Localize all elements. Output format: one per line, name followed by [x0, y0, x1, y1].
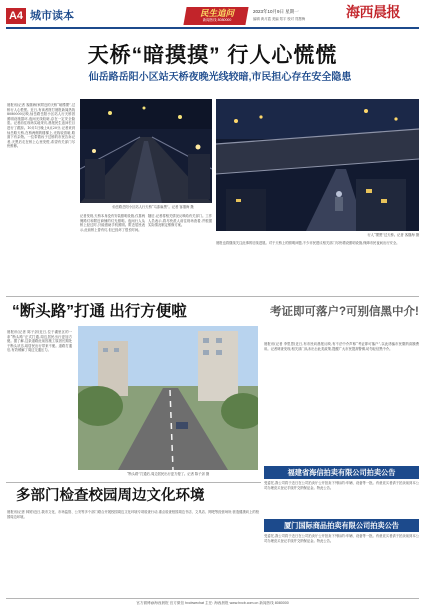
photo1-caption: 仙岳路岳阳小区站人行天桥“乌漆麻黑”。记者 客继海 摄	[112, 205, 194, 209]
auction-ad-1-body: 受委托,我公司将于近日在公司拍卖厅公开拍卖下列标的:车辆、设备等一批。有意竞买者请于拍卖前到本公司办理竞买登记手续并交纳保证金。特此公告。	[264, 481, 419, 490]
story3-body: 晨报讯(记者 李思思)近日,有市民向晨报反映,有不法中介声称“考证即可落户”,以此诱骗市民缴纳高额费用。记者调查发现,相关部门从未出台此类政策,提醒广大市民提高警惕,切勿轻信黑中介。	[264, 342, 419, 351]
footer-rule	[6, 598, 419, 599]
bridge-night-photo-1	[80, 99, 212, 203]
section-divider	[6, 296, 419, 297]
editors-line: 编辑 黄月霞 美编 郑宇 校对 郑慧梅	[253, 17, 306, 21]
road-photo-caption: “断头路”打通后,周边居民出行更方便了。记者 陈子剑 摄	[126, 472, 210, 476]
road-photo	[78, 326, 258, 470]
section-divider-2	[6, 482, 261, 483]
story1-body-col2: 记者发现,天桥本身没有安装照明设施,仅靠两侧路灯和附近商铺的灯光照明。夜间行人从桥上经过时,只能借助手机照明。附近居民表示,此前桥上曾有灯,但已经坏了很长时间。	[80, 214, 145, 232]
auction-ad-2-body: 受委托,我公司将于近日在公司拍卖厅公开拍卖下列标的:车辆、设备等一批。有意竞买者请于拍卖前到本公司办理竞买登记手续并交纳保证金。特此公告。	[264, 534, 419, 543]
page-number: A4	[6, 8, 26, 24]
auction-ad-1-title: 福建省海信拍卖有限公司拍卖公告	[264, 466, 419, 479]
newspaper-logo: 海西晨报	[346, 6, 400, 21]
story1-body-col4: 晨报也将继续关注此事的后续进展。对于天桥上的照明问题,不少市民建议相关部门尽快增设照明设施,保障市民夜间出行安全。	[216, 241, 400, 245]
story1-headline: 天桥“暗摸摸” 行人心慌慌	[87, 44, 338, 67]
story1-subhead: 仙岳路岳阳小区站天桥夜晚光线较暗,市民担心存在安全隐患	[88, 72, 352, 83]
column-tag: 民生追问	[199, 8, 234, 18]
story1-body-col1: 晨报讯(记者 客继海)家附近的天桥“暗摸摸”,过桥行人心慌慌。近日,有读者拨打晨报新闻热线8080000反映,仙岳路岳阳小区站人行天桥因照明设施损坏,夜间光线较暗,存在一定安全隐患。记者前往现场实地采访,晨报民生追问栏目进行了跟踪。10月1日晚上8点20分,记者来到仙岳路天桥,在桥两侧的楼梯上,光线较昏暗,路面下有杂物。一位带着孩子过桥的市民告诉记者,天黑后走在桥上心里发慌,希望有关部门尽快维修。	[7, 103, 75, 149]
story3-headline: 考证即可落户?可别信黑中介!	[270, 306, 419, 318]
issue-date: 2023年10月9日 星期一	[253, 9, 299, 14]
auction-ad-2-title: 厦门国际商品拍卖有限公司拍卖公告	[264, 519, 419, 532]
story4-body: 晨报讯(记者 林婷)近日,我市文化、市场监管、公安等多个部门联合开展校园周边文化环境专项检查行动,重点检查校园周边书店、文具店、网吧等经营场所,营造健康向上的校园周边环境。	[7, 510, 259, 519]
story2-body: 晨报讯(记者 陈子剑)近日,位于湖里区的一条“断头路”正式打通,周边居民出行更加方便。据了解,这条道路此前因施工原因长期处于断头状态,给居民出行带来不便。道路打通后,有效缓解了周边交通压力。	[7, 330, 72, 353]
hotline-number: 8080000	[217, 18, 232, 22]
header-rule	[6, 27, 419, 29]
footer-info: 官方微博@海西晨报 官方微信 hxcbwechat 主任: 海西晨报 www.hxcb.com.cn 新闻热线 8080000	[136, 601, 289, 605]
story2-headline: “断头路”打通 出行方便啦	[12, 303, 187, 320]
story1-body-col3: 随后,记者将相关情况反映给有关部门。工作人员表示,将尽快派人前往现场查看,并根据实际情况制定维修方案。	[148, 214, 212, 228]
photo2-caption: 行人“摸黑”过天桥。记者 客继海 摄	[367, 233, 419, 237]
hotline-label: 新闻热线	[202, 18, 217, 22]
bridge-night-photo-2	[216, 99, 419, 231]
story4-headline: 多部门检查校园周边文化环境	[16, 488, 205, 504]
section-name: 城市读本	[30, 10, 74, 22]
